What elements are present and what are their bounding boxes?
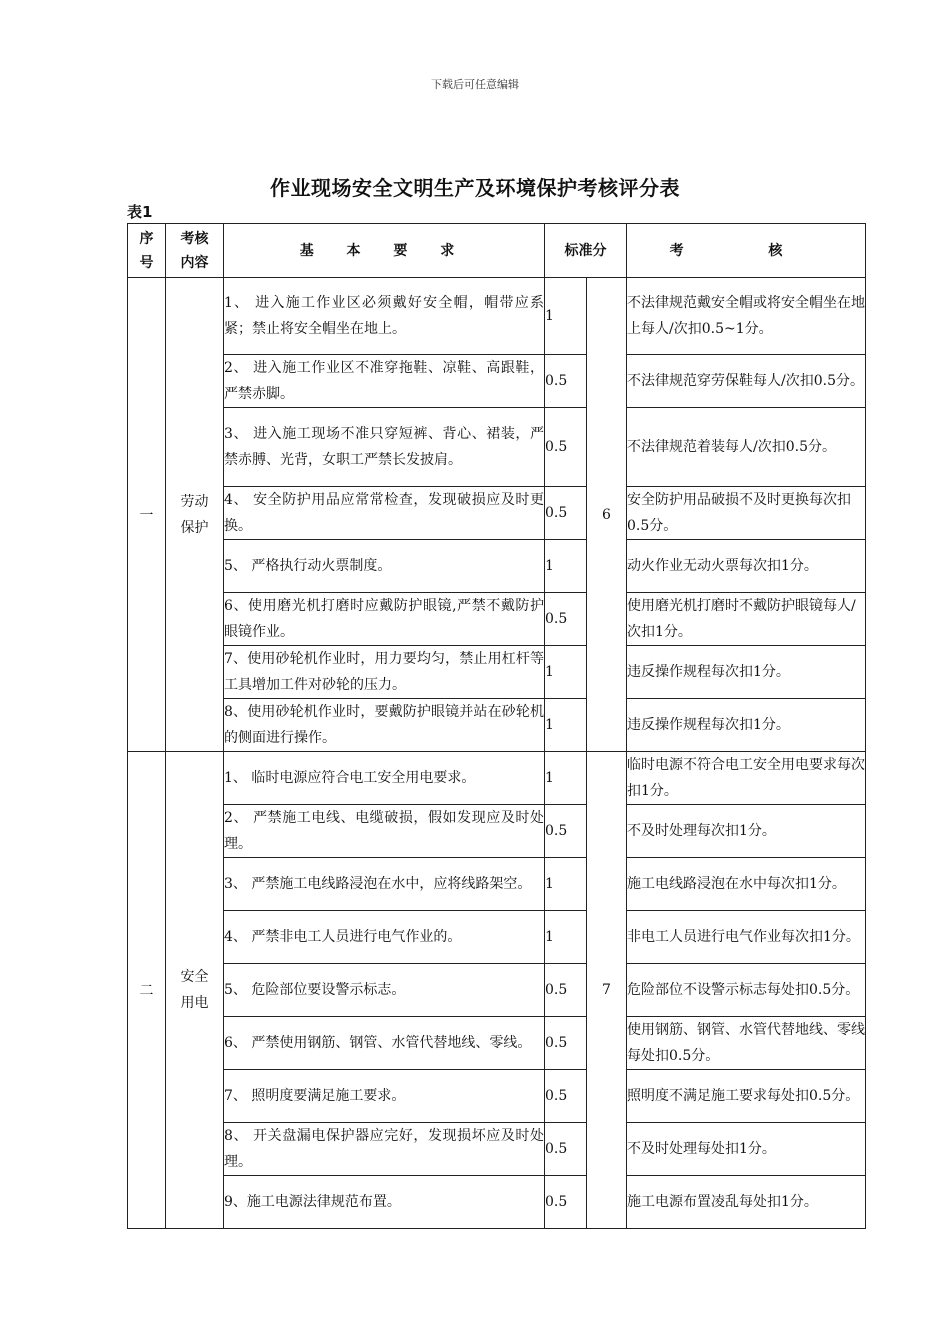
assessment-cell: 危险部位不设警示标志每处扣0.5分。 xyxy=(627,964,866,1017)
requirement-cell: 7、 照明度要满足施工要求。 xyxy=(224,1070,545,1123)
section-category xyxy=(166,752,224,1229)
requirement-cell: 6、 严禁使用钢筋、钢管、水管代替地线、零线。 xyxy=(224,1017,545,1070)
requirement-cell: 2、 进入施工作业区不准穿拖鞋、凉鞋、高跟鞋，严禁赤脚。 xyxy=(224,355,545,408)
assessment-cell: 违反操作规程每次扣1分。 xyxy=(627,699,866,752)
requirement-cell: 3、 进入施工现场不准只穿短裤、背心、裙装，严禁赤膊、光背，女职工严禁长发披肩。 xyxy=(224,408,545,487)
requirement-cell: 7、使用砂轮机作业时，用力要均匀，禁止用杠杆等工具增加工件对砂轮的压力。 xyxy=(224,646,545,699)
section-total-score: 7 xyxy=(587,752,627,1229)
assessment-cell: 不及时处理每次扣1分。 xyxy=(627,805,866,858)
standard-score-cell: 1 xyxy=(545,911,587,964)
requirement-cell: 3、 严禁施工电线路浸泡在水中，应将线路架空。 xyxy=(224,858,545,911)
section-category-text: 安全用电 xyxy=(180,969,209,1011)
standard-score-cell: 0.5 xyxy=(545,964,587,1017)
assessment-cell: 照明度不满足施工要求每处扣0.5分。 xyxy=(627,1070,866,1123)
table-row xyxy=(128,355,866,408)
header-assessment-text: 考 核 xyxy=(669,242,823,259)
standard-score-cell: 0.5 xyxy=(545,1123,587,1176)
assessment-cell: 临时电源不符合电工安全用电要求每次扣1分。 xyxy=(627,752,866,805)
requirement-cell: 5、 危险部位要设警示标志。 xyxy=(224,964,545,1017)
requirement-cell: 1、 进入施工作业区必须戴好安全帽，帽带应系紧；禁止将安全帽坐在地上。 xyxy=(224,278,545,355)
requirement-cell: 8、使用砂轮机作业时，要戴防护眼镜并站在砂轮机的侧面进行操作。 xyxy=(224,699,545,752)
section-category-text: 劳动保护 xyxy=(180,493,209,536)
section-category xyxy=(166,278,224,752)
assessment-cell: 不及时处理每处扣1分。 xyxy=(627,1123,866,1176)
table-row xyxy=(128,646,866,699)
requirement-cell: 9、施工电源法律规范布置。 xyxy=(224,1176,545,1229)
assessment-cell: 违反操作规程每次扣1分。 xyxy=(627,646,866,699)
assessment-cell: 施工电线路浸泡在水中每次扣1分。 xyxy=(627,858,866,911)
table-row xyxy=(128,593,866,646)
section-seq: 一 xyxy=(128,278,166,752)
requirement-cell: 4、 严禁非电工人员进行电气作业的。 xyxy=(224,911,545,964)
header-seq-text: 序号 xyxy=(139,230,154,271)
table-row xyxy=(128,911,866,964)
header-note: 下载后可任意编辑 xyxy=(431,78,519,91)
scoring-table xyxy=(127,223,866,1229)
header-standard xyxy=(545,224,627,278)
table-header-row xyxy=(128,224,866,278)
header-standard-text: 标准分 xyxy=(564,242,607,259)
requirement-cell: 2、 严禁施工电线、电缆破损，假如发现应及时处理。 xyxy=(224,805,545,858)
requirement-cell: 6、使用磨光机打磨时应戴防护眼镜,严禁不戴防护眼镜作业。 xyxy=(224,593,545,646)
table-row xyxy=(128,858,866,911)
standard-score-cell: 0.5 xyxy=(545,1017,587,1070)
header-requirements-text: 基 本 要 求 xyxy=(299,242,469,259)
standard-score-cell: 1 xyxy=(545,699,587,752)
standard-score-cell: 0.5 xyxy=(545,487,587,540)
assessment-cell: 不法律规范穿劳保鞋每人/次扣0.5分。 xyxy=(627,355,866,408)
table-row xyxy=(128,752,866,805)
assessment-cell: 动火作业无动火票每次扣1分。 xyxy=(627,540,866,593)
table-row xyxy=(128,1123,866,1176)
standard-score-cell: 0.5 xyxy=(545,805,587,858)
standard-score-cell: 1 xyxy=(545,278,587,355)
standard-score-cell: 1 xyxy=(545,540,587,593)
standard-score-cell: 0.5 xyxy=(545,1176,587,1229)
table-row xyxy=(128,278,866,355)
standard-score-cell: 1 xyxy=(545,858,587,911)
header-content-text: 考核内容 xyxy=(180,230,209,271)
table-row xyxy=(128,805,866,858)
table-label: 表1 xyxy=(127,203,153,221)
section-total-score: 6 xyxy=(587,278,627,752)
header-requirements xyxy=(224,224,545,278)
page-title: 作业现场安全文明生产及环境保护考核评分表 xyxy=(270,176,680,200)
table-row xyxy=(128,1017,866,1070)
requirement-cell: 8、 开关盘漏电保护器应完好，发现损坏应及时处理。 xyxy=(224,1123,545,1176)
table-row xyxy=(128,408,866,487)
table-row xyxy=(128,699,866,752)
table-row xyxy=(128,1176,866,1229)
standard-score-cell: 1 xyxy=(545,646,587,699)
standard-score-cell: 0.5 xyxy=(545,355,587,408)
standard-score-cell: 0.5 xyxy=(545,593,587,646)
standard-score-cell: 0.5 xyxy=(545,1070,587,1123)
assessment-cell: 使用钢筋、钢管、水管代替地线、零线每处扣0.5分。 xyxy=(627,1017,866,1070)
table-row xyxy=(128,1070,866,1123)
requirement-cell: 4、 安全防护用品应常常检查，发现破损应及时更换。 xyxy=(224,487,545,540)
requirement-cell: 1、 临时电源应符合电工安全用电要求。 xyxy=(224,752,545,805)
assessment-cell: 施工电源布置凌乱每处扣1分。 xyxy=(627,1176,866,1229)
standard-score-cell: 1 xyxy=(545,752,587,805)
table-row xyxy=(128,540,866,593)
standard-score-cell: 0.5 xyxy=(545,408,587,487)
assessment-cell: 不法律规范着装每人/次扣0.5分。 xyxy=(627,408,866,487)
header-assessment xyxy=(627,224,866,278)
assessment-cell: 使用磨光机打磨时不戴防护眼镜每人/次扣1分。 xyxy=(627,593,866,646)
table-row xyxy=(128,487,866,540)
assessment-cell: 安全防护用品破损不及时更换每次扣0.5分。 xyxy=(627,487,866,540)
assessment-cell: 不法律规范戴安全帽或将安全帽坐在地上每人/次扣0.5~1分。 xyxy=(627,278,866,355)
table-body xyxy=(128,278,866,1229)
requirement-cell: 5、 严格执行动火票制度。 xyxy=(224,540,545,593)
assessment-cell: 非电工人员进行电气作业每次扣1分。 xyxy=(627,911,866,964)
table-row xyxy=(128,964,866,1017)
section-seq: 二 xyxy=(128,752,166,1229)
header-seq xyxy=(128,224,166,278)
header-content xyxy=(166,224,224,278)
